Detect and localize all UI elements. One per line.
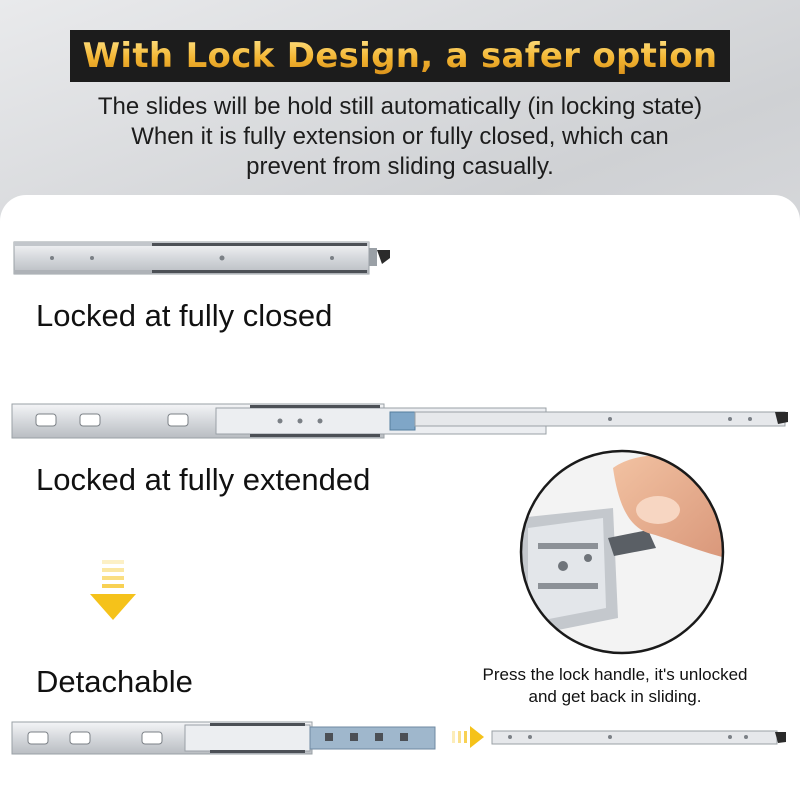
locked-closed-label: Locked at fully closed [36,298,333,333]
inset-caption [440,664,790,708]
slide-extended-image [10,402,790,440]
title-banner [70,30,730,82]
detachable-label: Detachable [36,664,193,699]
slide-detached-outer-image [10,720,440,756]
inset-caption-line-1: Press the lock handle, it's unlocked [482,665,748,684]
slide-closed-image [12,238,397,278]
locked-extended-label: Locked at fully extended [36,462,371,497]
subtitle-line-3: prevent from sliding casually. [246,153,554,180]
right-arrow-icon [450,724,486,750]
subtitle-line-1: The slides will be hold still automatically (in locking state) [97,93,703,120]
lock-handle-inset-image [518,448,726,656]
subtitle-line-2: When it is fully extension or fully closed, which can [131,123,669,150]
title-text: With Lock Design, a safer option [82,36,718,76]
down-arrow-icon [88,558,138,622]
inset-caption-line-2: and get back in sliding. [528,687,702,706]
subtitle [20,92,780,182]
slide-detached-inner-image [490,728,790,748]
